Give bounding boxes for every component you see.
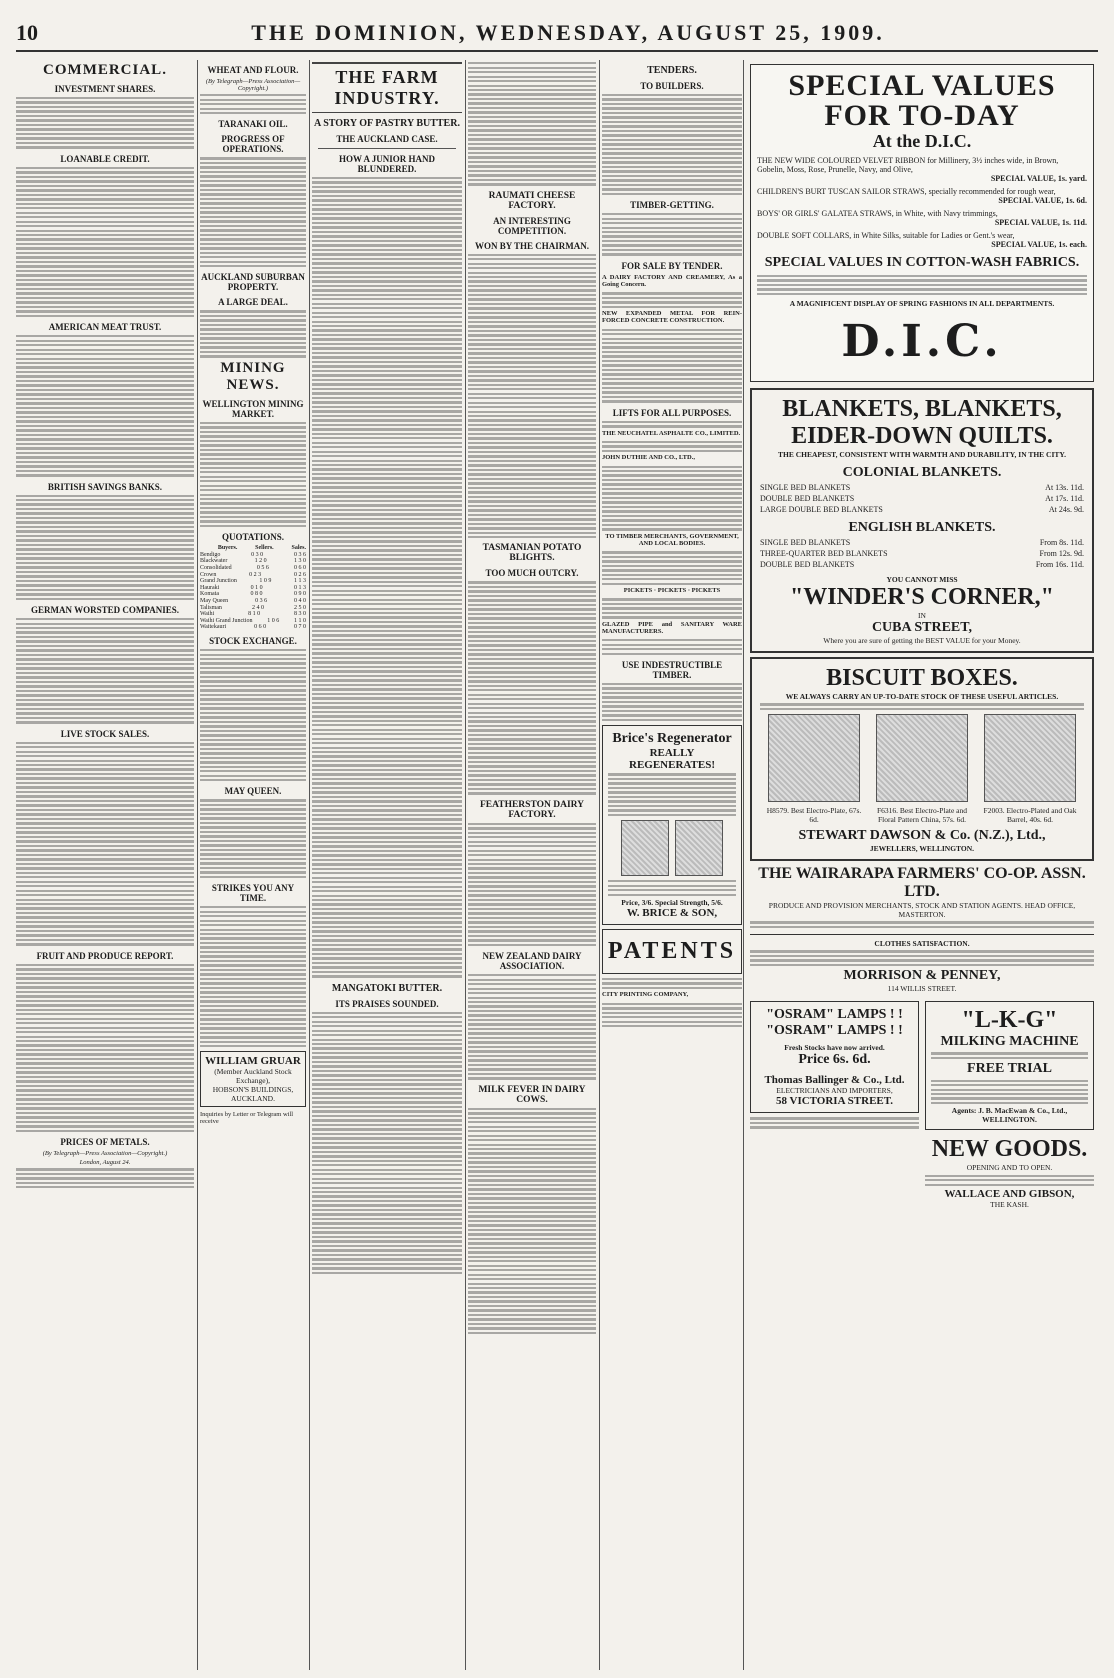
wallace-gibson: WALLACE AND GIBSON, bbox=[944, 1188, 1075, 1200]
ad-body bbox=[760, 703, 1084, 710]
advertiser-line: (Member Auckland Stock Exchange), bbox=[214, 1067, 292, 1086]
quote-row bbox=[200, 552, 306, 559]
winders-corner: "WINDER'S CORNER," bbox=[789, 584, 1054, 611]
after-portrait-image bbox=[675, 820, 723, 876]
ad-body bbox=[602, 598, 742, 618]
article-body bbox=[16, 97, 194, 149]
special-value-price: SPECIAL VALUE, 1s. 6d. bbox=[998, 196, 1087, 205]
article-body bbox=[16, 964, 194, 1132]
article-subheading: A LARGE DEAL. bbox=[218, 297, 288, 308]
article-body bbox=[468, 823, 596, 946]
blanket-price: From 16s. 11d. bbox=[1035, 560, 1084, 570]
article-subheading: BRITISH SAVINGS BANKS. bbox=[47, 481, 163, 492]
blanket-item: LARGE DOUBLE BED BLANKETS bbox=[760, 505, 883, 515]
quote-value: Sellers. bbox=[255, 545, 274, 552]
quote-value: 1 0 9 bbox=[259, 578, 272, 585]
special-value-item bbox=[757, 156, 1087, 183]
biscuit-box-image bbox=[876, 714, 968, 802]
quote-row bbox=[200, 558, 306, 565]
column-markets bbox=[200, 60, 306, 1670]
ad-body bbox=[602, 466, 742, 531]
ad-duthie: JOHN DUTHIE AND CO., LTD., bbox=[602, 454, 695, 462]
ad-dairy-factory: A DAIRY FACTORY AND CREAMERY, As a Going Concern. bbox=[602, 273, 742, 288]
free-trial: FREE TRIAL bbox=[967, 1061, 1052, 1077]
ad-brices-regenerator bbox=[602, 725, 742, 925]
victoria-street: 58 VICTORIA STREET. bbox=[775, 1095, 894, 1108]
quote-value: 1 1 3 bbox=[293, 578, 306, 585]
dateline: (By Telegraph—Press Association—Copyright.) bbox=[205, 78, 301, 92]
quote-company: Talisman bbox=[200, 604, 222, 611]
quote-company: Bendigo bbox=[200, 551, 221, 558]
brice-title: Brice's Regenerator bbox=[612, 731, 732, 747]
article-subheading: STRIKES YOU ANY TIME. bbox=[211, 883, 295, 904]
ad-body bbox=[750, 921, 1094, 928]
column-rule bbox=[599, 60, 600, 1670]
quote-row bbox=[200, 578, 306, 585]
article-subheading: FRUIT AND PRODUCE REPORT. bbox=[36, 950, 174, 961]
ad-expanded-metal: NEW EXPANDED METAL FOR REIN-FORCED CONCRETE CONSTRUCTION. bbox=[602, 310, 742, 325]
article-body bbox=[200, 799, 306, 878]
ballinger-name: Thomas Ballinger & Co., Ltd. bbox=[764, 1074, 905, 1087]
quote-value: 0 2 6 bbox=[294, 571, 306, 578]
biscuit-box-image bbox=[984, 714, 1076, 802]
ad-wairarapa bbox=[750, 865, 1094, 935]
quote-value: 8 1 0 bbox=[248, 611, 261, 618]
quote-company: Hauraki bbox=[200, 584, 220, 591]
newspaper-title: THE DOMINION, WEDNESDAY, AUGUST 25, 1909. bbox=[251, 20, 885, 45]
quote-value: 0 9 0 bbox=[294, 591, 306, 598]
quote-value: 0 5 6 bbox=[256, 565, 269, 572]
ad-body bbox=[750, 1117, 919, 1128]
milking-machine: MILKING MACHINE bbox=[940, 1034, 1079, 1050]
article-subheading: A STORY OF PASTRY BUTTER. bbox=[314, 118, 460, 129]
quote-value: 1 0 6 bbox=[267, 617, 280, 624]
best-value-line: Where you are sure of getting the BEST VALUE for your Money. bbox=[823, 636, 1021, 646]
brice-seller: W. BRICE & SON, bbox=[626, 906, 718, 919]
ballinger-sub: ELECTRICIANS AND IMPORTERS, bbox=[776, 1086, 893, 1096]
blanket-item: THREE-QUARTER BED BLANKETS bbox=[760, 549, 888, 559]
ad-body bbox=[608, 880, 736, 896]
quote-company: Crown bbox=[200, 571, 217, 578]
article-subheading: FOR SALE BY TENDER. bbox=[621, 260, 723, 271]
special-value-item bbox=[757, 231, 1087, 249]
column-rule bbox=[309, 60, 310, 1670]
column-rule bbox=[743, 60, 744, 1670]
quote-value: 1 2 0 bbox=[254, 558, 267, 565]
ad-new-goods bbox=[925, 1136, 1094, 1209]
article-subheading: TIMBER-GETTING. bbox=[630, 200, 714, 211]
biscuit-captions bbox=[760, 806, 1084, 824]
article-body bbox=[200, 649, 306, 781]
quote-value: 0 1 0 bbox=[250, 584, 263, 591]
blankets-heading: BLANKETS, BLANKETS, bbox=[782, 396, 1062, 423]
biscuit-box-image bbox=[768, 714, 860, 802]
dateline-place: London, August 24. bbox=[79, 1159, 131, 1167]
article-body bbox=[200, 94, 306, 114]
article-body bbox=[312, 1012, 462, 1274]
quote-value: 0 3 0 bbox=[251, 551, 264, 558]
special-value-item bbox=[757, 209, 1087, 227]
article-body bbox=[16, 495, 194, 601]
special-value-description: THE NEW WIDE COLOURED VELVET RIBBON for Millinery, 3½ inches wide, in Brown, Gobelin, Moss, Rose, Prunelle, Navy, and Olive, bbox=[757, 156, 1059, 174]
ad-dic-special-values bbox=[750, 64, 1094, 382]
osram-line-1: "OSRAM" LAMPS ! ! bbox=[766, 1007, 903, 1023]
quote-row bbox=[200, 618, 306, 625]
quote-row bbox=[200, 605, 306, 612]
article-subheading: WELLINGTON MINING MARKET. bbox=[202, 398, 304, 419]
article-subheading: AMERICAN MEAT TRUST. bbox=[48, 322, 162, 333]
article-subheading: QUOTATIONS. bbox=[222, 532, 284, 543]
article-body bbox=[16, 167, 194, 317]
divider bbox=[318, 148, 456, 149]
brice-subtitle: REALLY REGENERATES! bbox=[629, 747, 715, 772]
special-value-description: CHILDREN'S BURT TUSCAN SAILOR STRAWS, specially recommended for rough wear, bbox=[757, 187, 1056, 196]
blanket-price-row bbox=[760, 538, 1084, 547]
section-heading: COMMERCIAL. bbox=[43, 62, 167, 78]
quote-company: Blackwater bbox=[200, 558, 228, 565]
article-subheading: RAUMATI CHEESE FACTORY. bbox=[488, 190, 576, 211]
masthead bbox=[16, 6, 1098, 52]
blanket-item: DOUBLE BED BLANKETS bbox=[760, 560, 855, 570]
quote-row bbox=[200, 585, 306, 592]
quote-company: Waihi bbox=[200, 611, 215, 618]
quote-company: Grand Junction bbox=[200, 578, 237, 585]
ad-patents bbox=[602, 929, 742, 974]
fresh-stocks: Fresh Stocks have now arrived. bbox=[784, 1043, 885, 1053]
column-tenders bbox=[602, 60, 742, 1670]
article-body bbox=[16, 742, 194, 946]
stewart-dawson: STEWART DAWSON & Co. (N.Z.), Ltd., bbox=[798, 828, 1046, 844]
blanket-price: From 8s. 11d. bbox=[1039, 538, 1084, 548]
ad-body bbox=[931, 1052, 1088, 1059]
magnificent-display: A MAGNIFICENT DISPLAY OF SPRING FASHIONS IN ALL DEPARTMENTS. bbox=[789, 299, 1055, 309]
quote-value: 2 4 0 bbox=[251, 604, 264, 611]
quote-row bbox=[200, 624, 306, 631]
ad-asphalte: THE NEUCHATEL ASPHALTE CO., LIMITED. bbox=[602, 429, 741, 437]
osram-line-2: "OSRAM" LAMPS ! ! bbox=[766, 1023, 903, 1039]
quote-row bbox=[200, 572, 306, 579]
article-subheading: PROGRESS OF OPERATIONS. bbox=[221, 134, 285, 155]
blanket-item: DOUBLE BED BLANKETS bbox=[760, 494, 855, 504]
blanket-price-row bbox=[760, 494, 1084, 503]
quote-value: 0 4 0 bbox=[293, 598, 306, 605]
quote-company: Waihi Grand Junction bbox=[200, 617, 253, 624]
article-subheading: TO BUILDERS. bbox=[640, 81, 704, 91]
article-subheading: TENDERS. bbox=[647, 65, 697, 76]
article-subheading: HOW A JUNIOR HAND BLUNDERED. bbox=[338, 154, 436, 174]
quote-row bbox=[200, 611, 306, 618]
article-body bbox=[468, 254, 596, 539]
ad-body bbox=[602, 421, 742, 428]
blanket-item: SINGLE BED BLANKETS bbox=[760, 483, 851, 493]
ad-body bbox=[931, 1080, 1088, 1105]
article-subheading: LIVE STOCK SALES. bbox=[60, 728, 150, 739]
article-subheading: TASMANIAN POTATO BLIGHTS. bbox=[482, 543, 582, 564]
ad-indestructible: USE INDESTRUCTIBLE TIMBER. bbox=[621, 659, 723, 680]
colonial-heading: COLONIAL BLANKETS. bbox=[842, 465, 1002, 481]
article-subheading: WHEAT AND FLOUR. bbox=[207, 65, 299, 75]
blanket-item: SINGLE BED BLANKETS bbox=[760, 538, 851, 548]
ad-body bbox=[602, 1003, 742, 1028]
ad-glazed-pipe: GLAZED PIPE and SANITARY WARE MANUFACTURERS. bbox=[602, 620, 742, 635]
quote-value: 8 3 0 bbox=[294, 611, 306, 618]
in-label: IN bbox=[918, 611, 926, 621]
osram-price: Price 6s. 6d. bbox=[798, 1052, 871, 1068]
article-body bbox=[468, 1108, 596, 1335]
advertiser-footer: Inquiries by Letter or Telegram will receive bbox=[200, 1111, 294, 1126]
quote-value: 0 3 6 bbox=[255, 598, 268, 605]
wairarapa-sub: PRODUCE AND PROVISION MERCHANTS, STOCK AND STATION AGENTS. HEAD OFFICE, MASTERTON. bbox=[768, 901, 1076, 920]
blanket-price: At 24s. 9d. bbox=[1048, 505, 1084, 515]
quote-company: Waitekauri bbox=[200, 624, 227, 631]
article-subheading: MANGATOKI BUTTER. bbox=[331, 982, 443, 994]
special-values-subtitle: At the D.I.C. bbox=[872, 131, 972, 151]
column-rule bbox=[197, 60, 198, 1670]
stewart-dawson-sub: JEWELLERS, WELLINGTON. bbox=[869, 844, 975, 854]
article-subheading: TARANAKI OIL. bbox=[218, 119, 288, 130]
article-body bbox=[468, 62, 596, 185]
article-subheading: FEATHERSTON DAIRY FACTORY. bbox=[479, 799, 585, 820]
article-subheading: GERMAN WORSTED COMPANIES. bbox=[31, 605, 179, 616]
new-goods-sub: OPENING AND TO OPEN. bbox=[966, 1163, 1053, 1173]
ad-body bbox=[602, 551, 742, 585]
column-rule bbox=[465, 60, 466, 1670]
ad-city-printing: CITY PRINTING COMPANY, bbox=[602, 991, 689, 999]
special-value-description: BOYS' OR GIRLS' GALATEA STRAWS, in White, with Navy trimmings, bbox=[757, 209, 998, 218]
special-values-list bbox=[757, 156, 1087, 249]
biscuit-title: BISCUIT BOXES. bbox=[826, 665, 1018, 692]
column-dairy bbox=[468, 60, 596, 1670]
quote-company: May Queen bbox=[200, 598, 229, 605]
page-number: 10 bbox=[16, 20, 38, 45]
ad-osram-column bbox=[750, 997, 919, 1209]
quote-value: 0 7 0 bbox=[293, 624, 306, 631]
special-value-price: SPECIAL VALUE, 1s. 11d. bbox=[994, 218, 1087, 227]
special-value-price: SPECIAL VALUE, 1s. yard. bbox=[990, 174, 1087, 183]
biscuit-subtitle: WE ALWAYS CARRY AN UP-TO-DATE STOCK OF THESE USEFUL ARTICLES. bbox=[785, 692, 1059, 702]
article-body bbox=[16, 1168, 194, 1188]
biscuit-caption: H8579. Best Electro-Plate, 67s. 6d. bbox=[766, 806, 862, 825]
bottom-ads bbox=[750, 997, 1094, 1209]
column-farm-industry bbox=[312, 60, 462, 1670]
section-heading: MINING NEWS. bbox=[220, 359, 286, 393]
ad-body bbox=[602, 329, 742, 403]
quote-value: Sales. bbox=[291, 545, 306, 552]
blanket-price: At 17s. 11d. bbox=[1045, 494, 1084, 504]
cuba-street: CUBA STREET, bbox=[871, 620, 973, 636]
quote-value: 0 8 0 bbox=[250, 591, 263, 598]
biscuit-caption: F6316. Best Electro-Plate and Floral Pattern China, 57s. 6d. bbox=[877, 806, 967, 825]
blanket-price-row bbox=[760, 560, 1084, 569]
article-subheading: MAY QUEEN. bbox=[224, 786, 282, 797]
blanket-price-row bbox=[760, 549, 1084, 558]
ad-biscuit-boxes bbox=[750, 657, 1094, 861]
quote-row bbox=[200, 565, 306, 572]
ad-lifts: LIFTS FOR ALL PURPOSES. bbox=[612, 407, 732, 418]
ad-lkg-milking bbox=[925, 1001, 1094, 1130]
special-values-title: SPECIAL VALUES FOR TO-DAY bbox=[788, 69, 1056, 132]
clothes-heading: CLOTHES SATISFACTION. bbox=[874, 939, 970, 949]
quotations-table bbox=[200, 545, 306, 631]
ad-body bbox=[602, 441, 742, 452]
wairarapa-title: THE WAIRARAPA FARMERS' CO-OP. ASSN. LTD. bbox=[758, 865, 1086, 901]
quote-row bbox=[200, 591, 306, 598]
article-subheading: THE AUCKLAND CASE. bbox=[336, 134, 438, 144]
article-body bbox=[16, 618, 194, 724]
article-body bbox=[468, 974, 596, 1080]
article-body bbox=[200, 310, 306, 357]
brice-price: Price, 3/6. Special Strength, 5/6. bbox=[621, 897, 723, 907]
ad-lkg-column bbox=[925, 997, 1094, 1209]
morrison-name: MORRISON & PENNEY, bbox=[843, 968, 1001, 984]
blanket-price: At 13s. 11d. bbox=[1045, 483, 1084, 493]
ad-morrison-penney bbox=[750, 939, 1094, 993]
special-value-price: SPECIAL VALUE, 1s. each. bbox=[991, 240, 1087, 249]
ad-pickets: PICKETS · PICKETS · PICKETS bbox=[623, 587, 721, 595]
article-subheading: TOO MUCH OUTCRY. bbox=[485, 568, 579, 579]
ad-timber-merchants: TO TIMBER MERCHANTS, GOVERNMENT, AND LOCAL BODIES. bbox=[605, 532, 739, 547]
quote-value: 0 6 0 bbox=[254, 624, 267, 631]
quote-value: 1 3 0 bbox=[293, 558, 306, 565]
lkg-agents: Agents: J. B. MacEwan & Co., Ltd., WELLINGTON. bbox=[951, 1106, 1068, 1125]
article-body bbox=[468, 581, 596, 794]
article-subheading: AUCKLAND SUBURBAN PROPERTY. bbox=[201, 272, 305, 293]
wallace-sub: THE KASH. bbox=[990, 1200, 1029, 1209]
special-value-item bbox=[757, 187, 1087, 205]
blanket-price: From 12s. 9d. bbox=[1039, 549, 1084, 559]
colonial-price-list bbox=[760, 483, 1084, 514]
article-subheading: STOCK EXCHANGE. bbox=[209, 636, 297, 647]
ad-osram-lamps bbox=[750, 1001, 919, 1113]
ad-body bbox=[608, 773, 736, 816]
advertiser-address: HOBSON'S BUILDINGS, AUCKLAND. bbox=[212, 1085, 294, 1104]
advertiser-name: WILLIAM GRUAR bbox=[205, 1055, 301, 1068]
english-price-list bbox=[760, 538, 1084, 569]
quote-value: 0 3 6 bbox=[294, 551, 306, 558]
column-advertisements bbox=[746, 60, 1098, 1670]
article-body bbox=[312, 177, 462, 978]
quote-value: 1 1 0 bbox=[293, 617, 306, 624]
section-heading: THE FARM INDUSTRY. bbox=[312, 62, 462, 113]
quote-value: Buyers. bbox=[217, 545, 238, 552]
before-portrait-image bbox=[621, 820, 669, 876]
column-commercial bbox=[16, 60, 194, 1670]
quote-header-row bbox=[200, 545, 306, 552]
morrison-address: 114 WILLIS STREET. bbox=[887, 984, 957, 994]
article-body bbox=[16, 335, 194, 476]
dic-logo: D.I.C. bbox=[841, 316, 1003, 368]
ad-body bbox=[750, 950, 1094, 966]
ad-body bbox=[602, 292, 742, 308]
cotton-heading: SPECIAL VALUES IN COTTON-WASH FABRICS. bbox=[764, 255, 1080, 270]
quote-value: 2 5 0 bbox=[293, 604, 306, 611]
ad-body bbox=[925, 1175, 1094, 1186]
cannot-miss: YOU CANNOT MISS bbox=[886, 575, 958, 585]
ad-body bbox=[602, 639, 742, 655]
blanket-price-row bbox=[760, 505, 1084, 514]
special-value-description: DOUBLE SOFT COLLARS, in White Silks, suitable for Ladies or Gent.'s wear, bbox=[757, 231, 1015, 240]
article-body bbox=[200, 422, 306, 528]
ad-body bbox=[757, 275, 1087, 295]
ad-body bbox=[602, 213, 742, 256]
ad-body bbox=[602, 978, 742, 989]
article-subheading: LOANABLE CREDIT. bbox=[60, 153, 150, 164]
lkg-title: "L-K-G" bbox=[961, 1007, 1058, 1034]
biscuit-caption: F2003. Electro-Plated and Oak Barrel, 40s. 6d. bbox=[983, 806, 1077, 825]
article-body bbox=[200, 157, 306, 267]
blanket-price-row bbox=[760, 483, 1084, 492]
cheapest-line: THE CHEAPEST, CONSISTENT WITH WARMTH AND DURABILITY, IN THE CITY. bbox=[778, 450, 1066, 460]
ad-body bbox=[602, 94, 742, 195]
advertisement-gruar bbox=[200, 1051, 306, 1107]
article-subheading: AN INTERESTING COMPETITION. bbox=[493, 215, 571, 236]
ad-body bbox=[602, 683, 742, 721]
article-subheading: MILK FEVER IN DAIRY COWS. bbox=[478, 1084, 586, 1105]
eiderdown-heading: EIDER-DOWN QUILTS. bbox=[791, 423, 1053, 450]
dateline: (By Telegraph—Press Association—Copyright.) bbox=[42, 1150, 168, 1158]
new-goods-title: NEW GOODS. bbox=[931, 1136, 1088, 1163]
quote-value: 0 1 3 bbox=[293, 584, 306, 591]
quote-company: Komata bbox=[200, 591, 219, 598]
article-subheading: ITS PRAISES SOUNDED. bbox=[335, 998, 439, 1009]
ad-winders-corner bbox=[750, 388, 1094, 653]
article-subheading: WON BY THE CHAIRMAN. bbox=[474, 240, 589, 251]
quote-value: 0 6 0 bbox=[293, 565, 306, 572]
quote-row bbox=[200, 598, 306, 605]
article-body bbox=[200, 906, 306, 1047]
quote-company: Consolidated bbox=[200, 565, 232, 572]
patents-title: PATENTS bbox=[607, 937, 737, 964]
article-subheading: NEW ZEALAND DAIRY ASSOCIATION. bbox=[482, 951, 582, 972]
quote-value: 0 2 3 bbox=[249, 571, 262, 578]
english-heading: ENGLISH BLANKETS. bbox=[848, 520, 996, 536]
article-subheading: PRICES OF METALS. bbox=[60, 1137, 150, 1148]
article-subheading: INVESTMENT SHARES. bbox=[54, 84, 156, 94]
